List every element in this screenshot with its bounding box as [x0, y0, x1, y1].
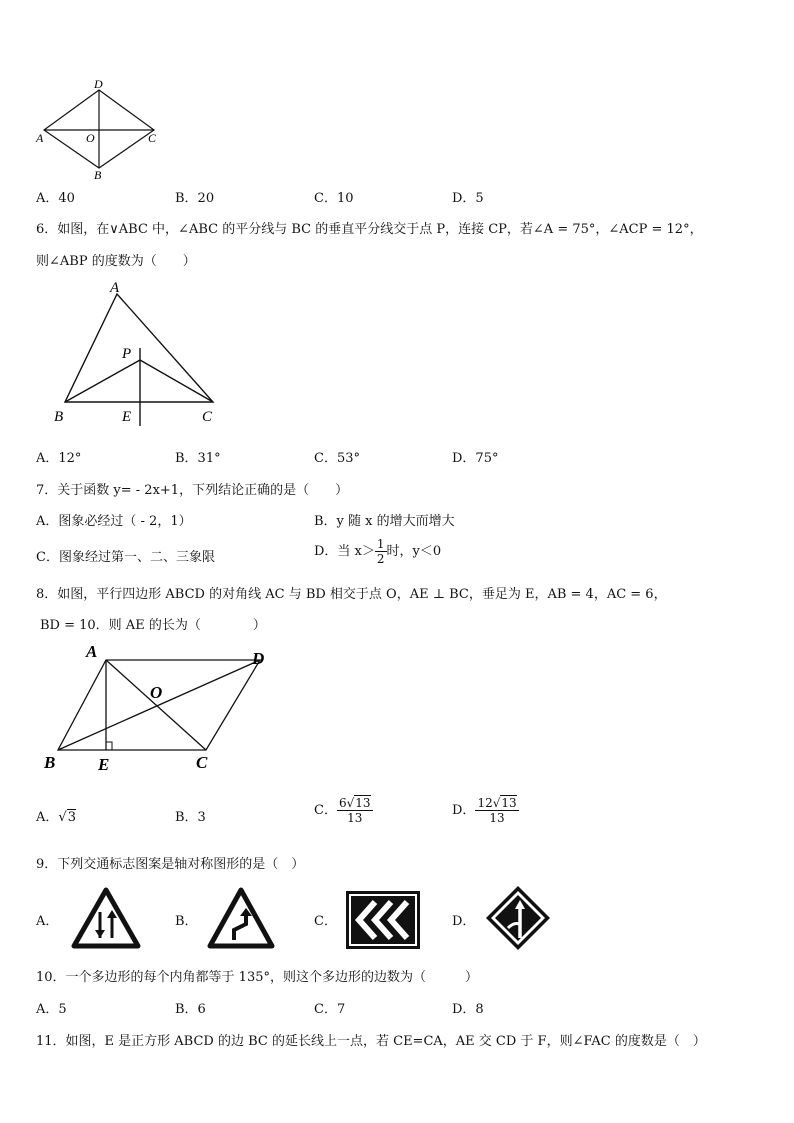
q8-label-b: B [44, 753, 56, 772]
q6-option-d[interactable]: D．75° [452, 451, 499, 466]
q6-option-b[interactable]: B．31° [175, 451, 221, 466]
two-way-traffic-sign-icon[interactable] [70, 886, 142, 950]
q7-option-b[interactable]: B．y 随 x 的增大而增大 [314, 514, 455, 529]
q8-stem-line1: 8．如图，平行四边形 ABCD 的对角线 AC 与 BD 相交于点 O，AE ⊥ BC，垂足为 E，AB = 4，AC = 6， [36, 587, 667, 602]
chevron-left-sign-icon[interactable] [345, 890, 421, 950]
q8-option-c[interactable]: C． $\frac{6√13}{13}$ [314, 796, 371, 825]
q8-label-o: O [150, 683, 163, 702]
q6-label-p: P [122, 346, 132, 362]
q7-option-a[interactable]: A．图象必经过（ - 2，1） [36, 514, 192, 529]
q8-option-c-fraction: $\frac{6√13}{13}$ [338, 796, 371, 825]
q7-option-d-prefix: D．当 x＞ [314, 544, 375, 559]
q6-stem-line2: 则∠ABP 的度数为（ ） [36, 254, 196, 269]
q8-label-e: E [98, 755, 110, 774]
q8-option-d-fraction: $\frac{12√13}{13}$ [477, 796, 517, 825]
q5-option-b[interactable]: B．20 [175, 191, 215, 206]
q10-option-c[interactable]: C．7 [314, 1002, 346, 1017]
q5-label-o: O [86, 131, 95, 145]
q5-label-d: D [94, 77, 103, 91]
q6-label-b: B [54, 409, 64, 425]
q6-triangle-figure [50, 278, 230, 430]
q8-label-d: D [252, 649, 265, 668]
q7-option-d-fraction: $\frac{1}{2}$ [376, 537, 385, 566]
sqrt-icon: √ [58, 810, 67, 825]
q10-option-a[interactable]: A．5 [36, 1002, 67, 1017]
q5-option-d[interactable]: D．5 [452, 191, 484, 206]
q8-option-a[interactable]: A．√3 [36, 810, 76, 825]
q6-label-e: E [122, 409, 132, 425]
q9-option-a[interactable]: A． [36, 914, 59, 929]
q5-label-a: A [36, 131, 44, 145]
q6-option-a[interactable]: A．12° [36, 451, 82, 466]
q5-label-b: B [94, 168, 102, 180]
q7-option-d-suffix: 时，y＜0 [386, 544, 442, 559]
q10-stem: 10．一个多边形的每个内角都等于 135°，则这个多边形的边数为（ ） [36, 970, 478, 985]
q8-parallelogram-figure [40, 638, 280, 778]
q10-option-b[interactable]: B．6 [175, 1002, 206, 1017]
q6-label-a: A [110, 280, 120, 296]
q7-option-d[interactable] [314, 537, 441, 566]
q9-option-d[interactable]: D． [452, 914, 476, 929]
q7-option-c[interactable]: C．图象经过第一、二、三象限 [36, 550, 215, 565]
q9-option-c[interactable]: C． [314, 914, 337, 929]
q5-option-a[interactable]: A．40 [36, 191, 75, 206]
q8-stem-line2: BD = 10．则 AE 的长为（ ） [40, 618, 266, 633]
q10-option-d[interactable]: D．8 [452, 1002, 484, 1017]
q6-option-c[interactable]: C．53° [314, 451, 360, 466]
q8-label-c: C [196, 753, 208, 772]
q6-label-c: C [202, 409, 213, 425]
q5-label-c: C [148, 131, 157, 145]
q8-option-b[interactable]: B．3 [175, 810, 206, 825]
q5-option-c[interactable]: C．10 [314, 191, 354, 206]
q8-label-a: A [86, 642, 98, 661]
q7-stem: 7．关于函数 y= - 2x+1，下列结论正确的是（ ） [36, 483, 349, 498]
q8-option-d[interactable]: D． $\frac{12√13}{13}$ [452, 796, 517, 825]
q9-option-b[interactable]: B． [175, 914, 198, 929]
merging-traffic-sign-icon[interactable] [484, 884, 552, 952]
q11-stem: 11．如图，E 是正方形 ABCD 的边 BC 的延长线上一点，若 CE=CA，AE 交 CD 于 F，则∠FAC 的度数是（ ） [36, 1034, 706, 1049]
q5-rhombus-figure [30, 76, 170, 180]
q9-stem: 9．下列交通标志图案是轴对称图形的是（ ） [36, 857, 305, 872]
q6-stem-line1: 6．如图，在∨ABC 中，∠ABC 的平分线与 BC 的垂直平分线交于点 P，连接 CP，若∠A = 75°，∠ACP = 12°， [36, 222, 703, 237]
reverse-curve-sign-icon[interactable] [206, 886, 276, 950]
